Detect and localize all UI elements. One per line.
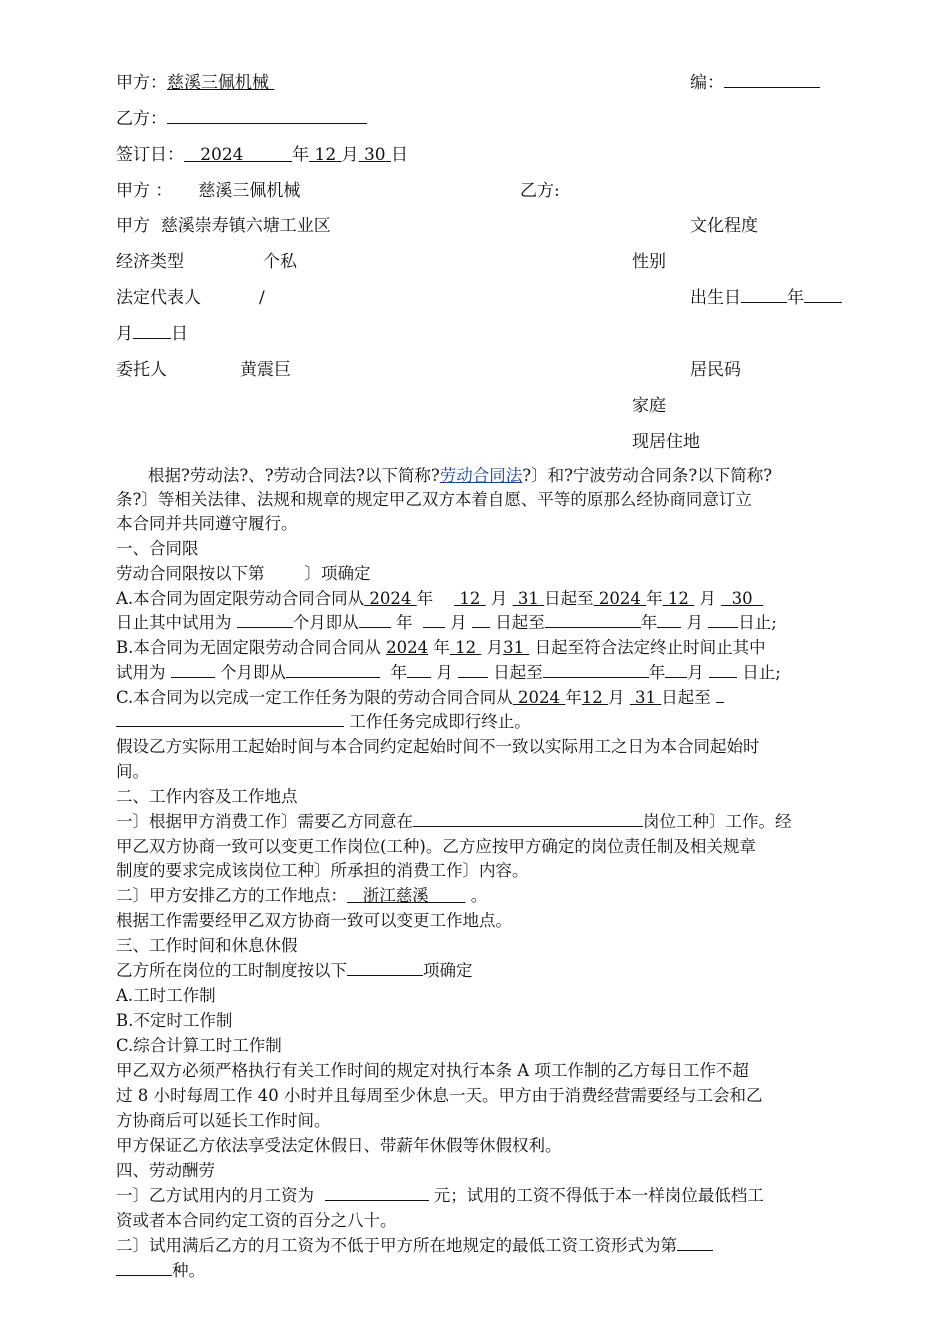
section-4-title: 四、劳动酬劳 — [116, 1161, 215, 1180]
code-label: 编： — [690, 73, 724, 93]
section-1-rule: 劳动合同限按以下第 〕项确定 — [116, 564, 371, 583]
section-4-line-3: 二〕试用满后乙方的月工资为不低于甲方所在地规定的最低工资工资形式为第 — [116, 1234, 713, 1258]
option-c-line-2: 工作任务完成即行终止。 — [116, 710, 531, 734]
sign-month: 12 — [314, 145, 337, 165]
section-4-line-2: 资或者本合同约定工资的百分之八十。 — [116, 1211, 397, 1230]
code-blank — [724, 73, 820, 88]
gender-label: 性别 — [632, 252, 666, 272]
party-a-row: 甲方 ： 慈溪三佩机械 — [116, 181, 301, 201]
party-a-label: 甲方： — [116, 73, 167, 93]
party-a-value: 慈溪三佩机械 — [167, 73, 269, 93]
party-b-blank — [167, 109, 367, 124]
party-a-name: 慈溪三佩机械 — [198, 181, 301, 201]
option-b-line-1: B.本合同为无固定限劳动合同合同从 2024 年 12 月31 日起至符合法定终止时间止其中 — [116, 638, 766, 657]
birth-continued: 月 日 — [116, 324, 188, 344]
family-label: 家庭 — [632, 396, 666, 416]
work-hours-option-a: A.工时工作制 — [116, 986, 216, 1005]
section-2-line-2: 甲乙双方协商一致可以变更工作岗位(工种)。乙方应按甲方确定的岗位责任制及相关规章 — [116, 837, 756, 856]
section-2-line-5: 根据工作需要经甲乙双方协商一致可以变更工作地点。 — [116, 911, 512, 930]
party-b-row: 乙方: — [520, 181, 560, 201]
section-2-line-1: 一〕根据甲方消费工作〕需要乙方同意在 岗位工种〕工作。经 — [116, 812, 792, 831]
economy-value: 个私 — [263, 252, 297, 272]
work-location: 二〕甲方安排乙方的工作地点： 浙江慈溪 。 — [116, 886, 488, 905]
party-a-address: 甲方 慈溪崇寿镇六塘工业区 — [116, 216, 331, 236]
residence-label: 现居住地 — [632, 432, 700, 452]
sign-day: 30 — [363, 145, 386, 165]
labor-contract-law-link[interactable]: 劳动合同法 — [439, 466, 523, 485]
option-c-line-1: C.本合同为以完成一定工作任务为限的劳动合同合同从 2024 年12 月 31 日起至 — [116, 686, 724, 710]
sign-year: 2024 — [200, 145, 244, 165]
birth-field: 出生日 年 — [690, 287, 842, 309]
intro-line-1: 根据?劳动法?、?劳动合同法?以下简称?劳动合同法?〕和?宁波劳动合同条?以下简称? — [148, 466, 773, 485]
option-a-line-1: A.本合同为固定限劳动合同合同从 2024 年 12 月 31 日起至 2024 年 12 月 30 — [116, 589, 753, 608]
id-label: 居民码 — [690, 360, 741, 380]
legal-rep-value: / — [259, 288, 265, 308]
section-3-line-3: 过 8 小时每周工作 40 小时并且每周至少休息一天。甲方由于消费经营需要经与工会和乙 — [116, 1086, 763, 1105]
section-4-line-1: 一〕乙方试用内的月工资为 元；试用的工资不得低于本一样岗位最低档工 — [116, 1186, 764, 1205]
economy-label: 经济类型 — [116, 252, 184, 272]
section-4-line-4: 种。 — [116, 1259, 205, 1283]
option-a-line-2: 日止其中试用为 个月即从 年 月 日起至 年 月 日止; — [116, 613, 777, 632]
party-a-header — [116, 72, 274, 94]
section-1-title: 一、合同限 — [116, 539, 199, 558]
option-b-line-2: 试用为 个月即从 年 月 日起至 年 月 日止; — [116, 663, 781, 682]
sign-date: 签订日： 2024 年 12 月 30 日 — [116, 145, 409, 165]
start-date-note-1: 假设乙方实际用工起始时间与本合同约定起始时间不一致以实际用工之日为本合同起始时 — [116, 737, 760, 756]
code-field — [690, 72, 820, 94]
intro-line-3: 本合同并共同遵守履行。 — [116, 514, 298, 533]
section-3-line-4: 方协商后可以延长工作时间。 — [116, 1111, 331, 1130]
section-2-title: 二、工作内容及工作地点 — [116, 787, 298, 806]
section-3-line-1: 乙方所在岗位的工时制度按以下 项确定 — [116, 961, 473, 980]
work-location-value: 浙江慈溪 — [362, 886, 429, 905]
section-3-line-5: 甲方保证乙方依法享受法定休假日、带薪年休假等休假权利。 — [116, 1136, 562, 1155]
agent-label: 委托人 — [116, 360, 167, 380]
party-b-label: 乙方： — [116, 109, 167, 129]
section-3-line-2: 甲乙双方必须严格执行有关工作时间的规定对执行本条 A 项工作制的乙方每日工作不超 — [116, 1061, 749, 1080]
work-hours-option-b: B.不定时工作制 — [116, 1011, 233, 1030]
intro-line-2: 条?〕等相关法律、法规和规章的规定甲乙双方本着自愿、平等的原那么经协商同意订立 — [116, 490, 752, 509]
start-date-note-2: 间。 — [116, 762, 149, 781]
education-label: 文化程度 — [690, 216, 758, 236]
party-b-header — [116, 108, 367, 130]
sign-date-label: 签订日： — [116, 145, 184, 165]
section-2-line-3: 制度的要求完成该岗位工种〕所承担的消费工作〕内容。 — [116, 861, 529, 880]
agent-value: 黄震巨 — [240, 360, 291, 380]
work-hours-option-c: C.综合计算工时工作制 — [116, 1036, 282, 1055]
section-3-title: 三、工作时间和休息休假 — [116, 936, 298, 955]
legal-rep-label: 法定代表人 — [116, 288, 201, 308]
